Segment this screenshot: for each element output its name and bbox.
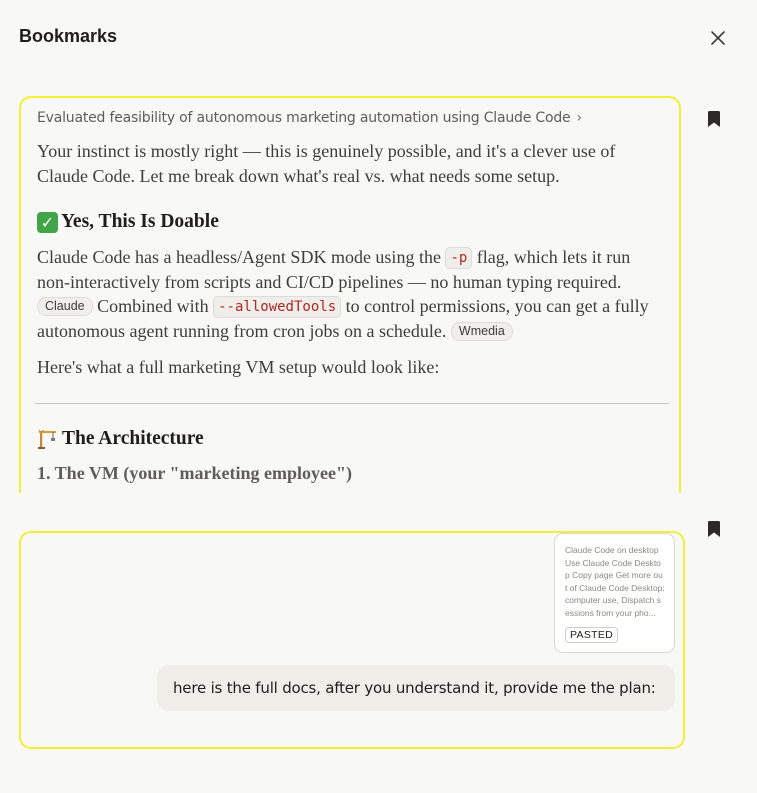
bookmarks-header (0, 0, 757, 76)
check-mark-icon: ✓ (37, 212, 58, 233)
citation-chip[interactable]: Claude (37, 297, 93, 316)
paragraph-text: Combined with (92, 296, 214, 316)
section-heading-doable (37, 211, 219, 233)
page-title: Bookmarks (19, 26, 118, 46)
pasted-badge: PASTED (565, 627, 618, 643)
paragraph-text: to control permissions, you can get a fully autonomous agent running from cron jobs on a schedule. (37, 296, 649, 341)
thinking-summary-toggle[interactable] (37, 110, 582, 126)
setup-paragraph: Here's what a full marketing VM setup would look like: (37, 357, 440, 377)
pasted-content-attachment[interactable] (554, 533, 675, 653)
citation-chip[interactable]: Wmedia (451, 322, 513, 341)
section-heading-text: Yes, This Is Doable (61, 211, 219, 232)
headless-paragraph (37, 245, 657, 343)
user-message-bubble (157, 665, 675, 711)
inline-code: --allowedTools (213, 296, 341, 318)
section-heading-architecture (37, 428, 204, 450)
divider (35, 403, 669, 404)
pasted-preview-text: Claude Code on desktop Use Claude Code Desktop Copy page Get more out of Claude Code Desktop: computer use, Dispatch sessions from your pho... (565, 545, 665, 618)
bookmark-filled-icon[interactable] (706, 520, 722, 538)
chevron-right-icon: › (576, 110, 582, 126)
paragraph-text: flag, which lets it run non-interactively from scripts and CI/CD pipelines — no human typing required. (37, 247, 631, 292)
bookmark-filled-icon[interactable] (706, 110, 722, 128)
thinking-summary-text: Evaluated feasibility of autonomous marketing automation using Claude Code (37, 110, 571, 126)
subheading: 1. The VM (your "marketing employee") (37, 463, 352, 483)
bookmark-card-user-message[interactable] (19, 531, 685, 749)
paragraph-text: Claude Code has a headless/Agent SDK mode using the (37, 247, 446, 267)
user-message-text: here is the full docs, after you understand it, provide me the plan: (173, 679, 656, 697)
bookmark-card-response[interactable] (19, 96, 681, 493)
inline-code: -p (445, 247, 472, 269)
close-button[interactable] (706, 26, 730, 50)
crane-icon (37, 428, 59, 450)
section-heading-text: The Architecture (62, 428, 204, 449)
intro-paragraph: Your instinct is mostly right — this is genuinely possible, and it's a clever use of Claude Code. Let me break down what's real vs. what needs some setup. (37, 141, 616, 186)
close-icon (710, 30, 726, 46)
